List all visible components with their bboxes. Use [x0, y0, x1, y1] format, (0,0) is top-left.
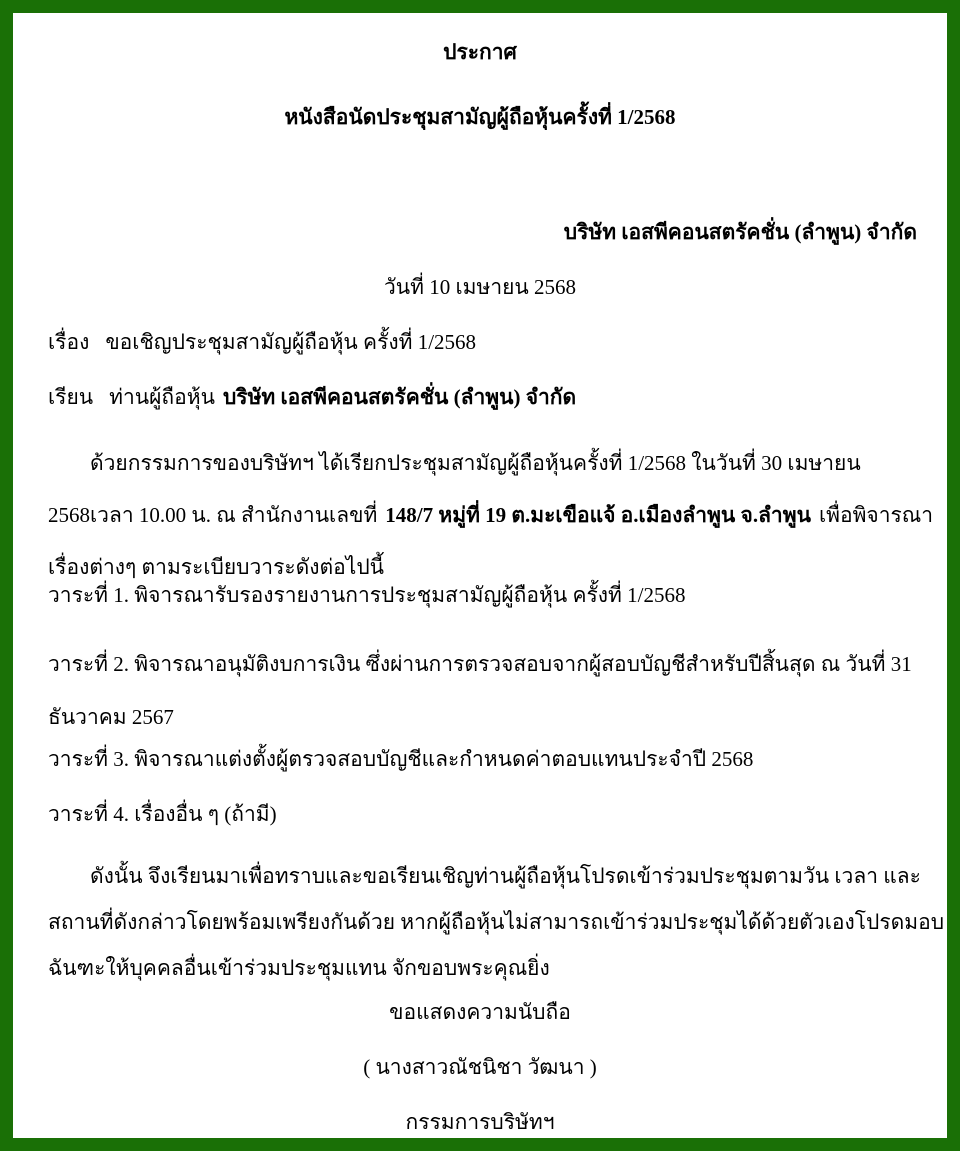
opening-pre: ด้วยกรรมการของบริษัทฯ ได้เรียกประชุมสามัญผู้ถือหุ้นครั้งที่ 1/2568 ในวันที่ 30 เมษายน 2568เวลา 10.00 น. ณ สำนักงานเลขที่ — [48, 451, 861, 527]
agenda-item-1: วาระที่ 1. พิจารณารับรองรายงานการประชุมสามัญผู้ถือหุ้น ครั้งที่ 1/2568 — [48, 583, 686, 607]
addressee-label: เรียน — [48, 385, 94, 409]
document-title: ประกาศ — [443, 40, 517, 64]
addressee-text: ท่านผู้ถือหุ้น — [109, 385, 215, 409]
document-subtitle: หนังสือนัดประชุมสามัญผู้ถือหุ้นครั้งที่ 1/2568 — [284, 105, 676, 129]
addressee-company: บริษัท เอสพีคอนสตรัคชั่น (ลำพูน) จำกัด — [222, 385, 577, 409]
subject-line — [48, 327, 476, 357]
subject-text: ขอเชิญประชุมสามัญผู้ถือหุ้น ครั้งที่ 1/2568 — [105, 330, 477, 354]
agenda-item-3: วาระที่ 3. พิจารณาแต่งตั้งผู้ตรวจสอบบัญชีและกำหนดค่าตอบแทนประจำปี 2568 — [48, 747, 754, 771]
addressee-line — [48, 382, 576, 412]
document-date: วันที่ 10 เมษายน 2568 — [383, 275, 577, 299]
opening-address: 148/7 หมู่ที่ 19 ต.มะเขือแจ้ อ.เมืองลำพูน จ.ลำพูน — [385, 503, 811, 527]
agenda-item-4: วาระที่ 4. เรื่องอื่น ๆ (ถ้ามี) — [48, 802, 277, 826]
signoff-line: ขอแสดงความนับถือ — [389, 1000, 571, 1024]
signature-name: ( นางสาวณัชนิชา วัฒนา ) — [363, 1055, 597, 1079]
opening-post: เพื่อพิจารณาเรื่องต่างๆ ตามระเบียบวาระดังต่อไปนี้ — [48, 503, 934, 579]
closing-paragraph: ดังนั้น จึงเรียนมาเพื่อทราบและขอเรียนเชิญท่านผู้ถือหุ้นโปรดเข้าร่วมประชุมตามวัน เวลา และสถานที่ดังกล่าวโดยพร้อมเพรียงกันด้วย หากผู้ถือหุ้นไม่สามารถเข้าร่วมประชุมได้ด้วยตัวเองโปรดมอบฉันฑะให้บุคคลอื่นเข้าร่วมประชุมแทน จักขอบพระคุณยิ่ง — [48, 864, 945, 980]
signature-title: กรรมการบริษัทฯ — [405, 1110, 555, 1134]
subject-label: เรื่อง — [48, 330, 90, 354]
agenda-item-2: วาระที่ 2. พิจารณาอนุมัติงบการเงิน ซึ่งผ่านการตรวจสอบจากผู้สอบบัญชีสำหรับปีสิ้นสุด ณ วันที่ 31 ธันวาคม 2567 — [48, 652, 912, 729]
company-name: บริษัท เอสพีคอนสตรัคชั่น (ลำพูน) จำกัด — [563, 220, 917, 244]
opening-paragraph — [48, 437, 941, 593]
